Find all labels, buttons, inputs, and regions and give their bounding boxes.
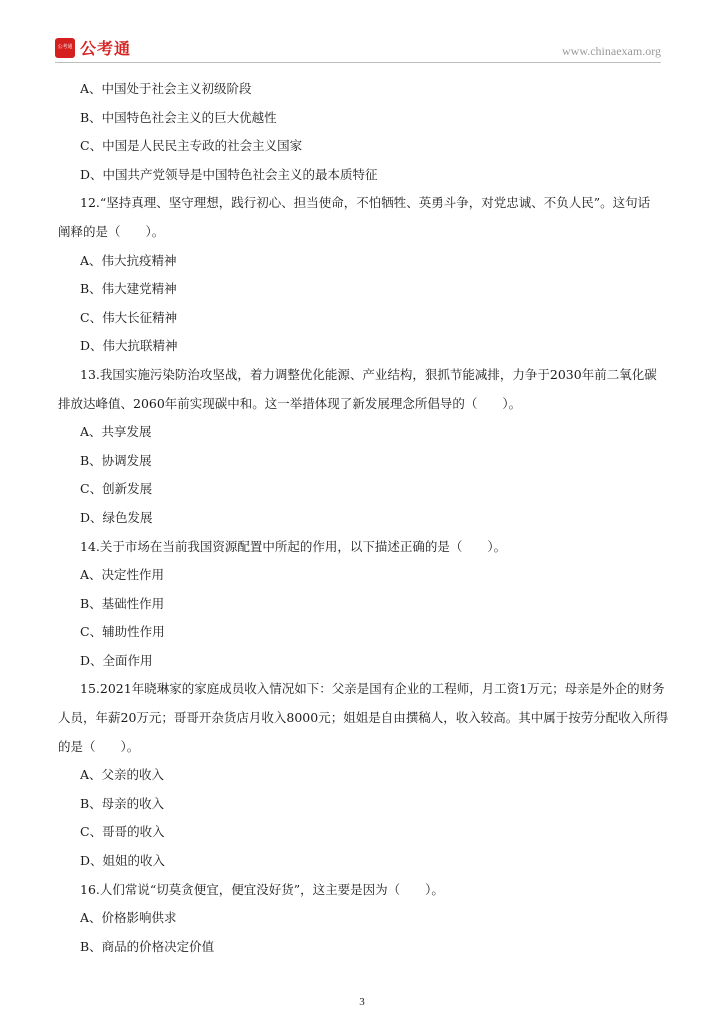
option-line: A、共享发展	[80, 424, 152, 440]
question-15-stem-cont: 的是（ ）。	[58, 738, 140, 754]
option-line: C、辅助性作用	[80, 624, 165, 640]
option-line: B、商品的价格决定价值	[80, 938, 215, 954]
question-14-stem: 14.关于市场在当前我国资源配置中所起的作用，以下描述正确的是（ ）。	[80, 538, 507, 554]
option-line: C、伟大长征精神	[80, 309, 178, 325]
option-line: B、伟大建党精神	[80, 281, 177, 297]
page-number: 3	[359, 996, 365, 1008]
logo	[55, 36, 131, 59]
option-line: A、父亲的收入	[80, 767, 165, 783]
option-line: B、母亲的收入	[80, 795, 165, 811]
header-divider	[55, 62, 661, 63]
option-line: A、伟大抗疫精神	[80, 252, 177, 268]
question-16-stem: 16.人们常说“切莫贪便宜，便宜没好货”，这主要是因为（ ）。	[80, 881, 444, 897]
option-line: B、中国特色社会主义的巨大优越性	[80, 109, 277, 125]
option-line: A、决定性作用	[80, 567, 165, 583]
option-line: B、基础性作用	[80, 595, 165, 611]
option-line: C、创新发展	[80, 481, 153, 497]
question-15-stem: 15.2021年晓琳家的家庭成员收入情况如下：父亲是国有企业的工程师，月工资1万元；母亲是外企的财务	[80, 681, 665, 697]
question-13-stem-cont: 排放达峰值、2060年前实现碳中和。这一举措体现了新发展理念所倡导的（ ）。	[58, 395, 522, 411]
page-header	[0, 0, 724, 64]
question-content	[58, 75, 669, 961]
option-line: D、伟大抗联精神	[80, 338, 178, 354]
option-line: D、绿色发展	[80, 509, 153, 525]
option-line: C、中国是人民民主专政的社会主义国家	[80, 138, 303, 154]
option-line: D、全面作用	[80, 652, 153, 668]
option-line: C、哥哥的收入	[80, 824, 165, 840]
option-line: D、中国共产党领导是中国特色社会主义的最本质特征	[80, 166, 378, 182]
logo-badge: 公考通	[55, 38, 75, 58]
logo-text: 公考通	[80, 39, 132, 58]
question-15-stem-cont: 人员，年薪20万元；哥哥开杂货店月收入8000元；姐姐是自由撰稿人，收入较高。其中属于按劳分配收入所得	[58, 710, 669, 726]
option-line: D、姐姐的收入	[80, 853, 166, 869]
question-13-stem: 13.我国实施污染防治攻坚战，着力调整优化能源、产业结构，狠抓节能减排，力争于2030年前二氧化碳	[80, 366, 657, 382]
question-12-stem-cont: 阐释的是（ ）。	[58, 223, 165, 239]
site-url: www.chinaexam.org	[562, 44, 661, 58]
option-line: A、价格影响供求	[80, 910, 177, 926]
option-line: A、中国处于社会主义初级阶段	[80, 81, 252, 96]
question-12-stem: 12.“坚持真理、坚守理想，践行初心、担当使命，不怕牺牲、英勇斗争，对党忠诚、不负人民”。这句话	[80, 195, 651, 211]
option-line: B、协调发展	[80, 452, 152, 468]
